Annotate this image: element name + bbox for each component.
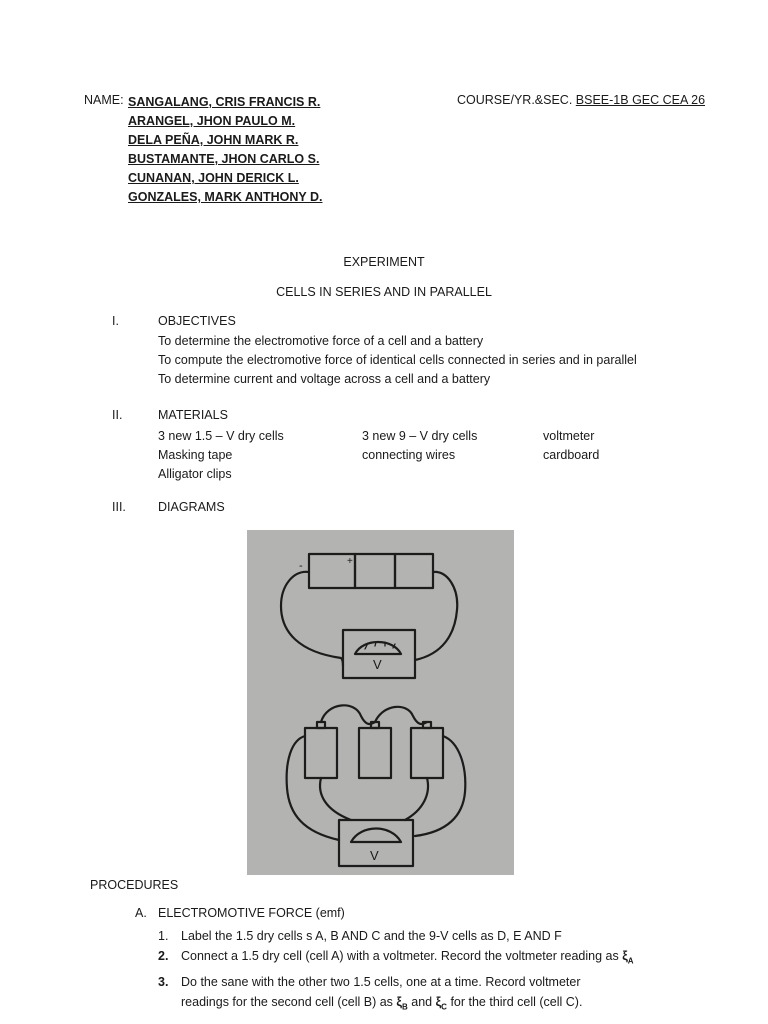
name-entry: GONZALES, MARK ANTHONY D. <box>128 190 323 204</box>
voltmeter-label-series: V <box>373 657 382 672</box>
course-value: BSEE-1B GEC CEA 26 <box>575 93 706 107</box>
procedures-heading: PROCEDURES <box>90 878 179 892</box>
experiment-title: CELLS IN SERIES AND IN PARALLEL <box>276 285 492 299</box>
series-minus-label: - <box>299 560 303 572</box>
section-a-title: ELECTROMOTIVE FORCE (emf) <box>158 906 345 920</box>
wire <box>405 778 428 820</box>
objective-item: To compute the electromotive force of identical cells connected in series and in parallel <box>158 353 637 367</box>
objective-item: To determine current and voltage across a cell and a battery <box>158 372 491 386</box>
material-item: 3 new 1.5 – V dry cells <box>158 429 284 443</box>
wire <box>287 736 339 840</box>
emf-symbol: ξ <box>435 994 442 1009</box>
step-text-continued <box>181 992 634 1018</box>
materials-col-3 <box>543 427 599 465</box>
circuit-diagram <box>247 530 514 875</box>
objectives-list <box>158 332 637 389</box>
wire <box>375 707 427 724</box>
name-label: NAME: <box>84 93 124 107</box>
dry-cell <box>359 728 391 778</box>
step-number: 2. <box>158 949 169 963</box>
experiment-heading: EXPERIMENT <box>343 255 425 269</box>
materials-col-2 <box>362 427 477 465</box>
series-circuit <box>281 554 457 678</box>
step-text-part: and <box>411 994 433 1009</box>
materials-numeral: II. <box>112 408 123 422</box>
dry-cell <box>411 728 443 778</box>
objectives-numeral: I. <box>112 314 119 328</box>
step-number: 1. <box>158 929 169 943</box>
materials-heading: MATERIALS <box>158 408 228 422</box>
course-label: COURSE/YR.&SEC. <box>457 93 573 107</box>
objective-item: To determine the electromotive force of a cell and a battery <box>158 334 484 348</box>
step-text-part: readings for the second cell (cell B) as <box>181 994 393 1009</box>
wire <box>415 736 465 836</box>
name-entry: DELA PEÑA, JOHN MARK R. <box>128 133 299 147</box>
step-number: 3. <box>158 974 169 989</box>
course-field <box>457 93 705 107</box>
diagrams-numeral: III. <box>112 500 126 514</box>
meter-dial <box>355 642 401 654</box>
wire <box>415 572 457 660</box>
emf-subscript: A <box>627 956 634 966</box>
material-item: 3 new 9 – V dry cells <box>362 429 478 443</box>
parallel-circuit <box>287 705 466 866</box>
voltmeter-label-parallel: V <box>370 848 379 863</box>
procedure-step <box>158 972 634 1018</box>
objectives-heading: OBJECTIVES <box>158 314 236 328</box>
name-entry: CUNANAN, JOHN DERICK L. <box>128 171 299 185</box>
dry-cell <box>305 728 337 778</box>
emf-symbol: ξ <box>622 949 628 963</box>
emf-symbol: ξ <box>396 994 402 1009</box>
section-a-letter: A. <box>135 906 147 920</box>
step-text: Do the sane with the other two 1.5 cells, one at a time. Record voltmeter <box>181 974 581 989</box>
material-item: connecting wires <box>362 448 456 462</box>
materials-col-1 <box>158 427 284 484</box>
step-text-part: for the third cell (cell C). <box>450 994 583 1009</box>
material-item: Alligator clips <box>158 467 232 481</box>
step-text: Connect a 1.5 dry cell (cell A) with a voltmeter. Record the voltmeter reading as <box>181 949 619 963</box>
name-entry: BUSTAMANTE, JHON CARLO S. <box>128 152 320 166</box>
procedure-steps <box>158 926 634 1017</box>
wire <box>281 572 343 666</box>
wire <box>321 705 375 724</box>
emf-subscript: B <box>401 1002 408 1011</box>
dry-cell <box>395 554 433 588</box>
name-entry: ARANGEL, JHON PAULO M. <box>128 114 296 128</box>
wire <box>320 778 351 820</box>
material-item: cardboard <box>543 448 600 462</box>
diagrams-heading: DIAGRAMS <box>158 500 225 514</box>
name-entry: SANGALANG, CRIS FRANCIS R. <box>128 95 321 109</box>
procedure-step <box>158 946 634 972</box>
material-item: Masking tape <box>158 448 233 462</box>
name-list <box>128 93 322 207</box>
step-text: Label the 1.5 dry cells s A, B AND C and the 9-V cells as D, E AND F <box>181 929 562 943</box>
dry-cell <box>355 554 395 588</box>
circuit-diagram-photo <box>247 530 514 875</box>
procedure-step <box>158 926 634 946</box>
meter-dial <box>351 829 401 843</box>
material-item: voltmeter <box>543 429 595 443</box>
series-plus-label: + <box>347 556 353 567</box>
emf-subscript: C <box>441 1002 447 1011</box>
